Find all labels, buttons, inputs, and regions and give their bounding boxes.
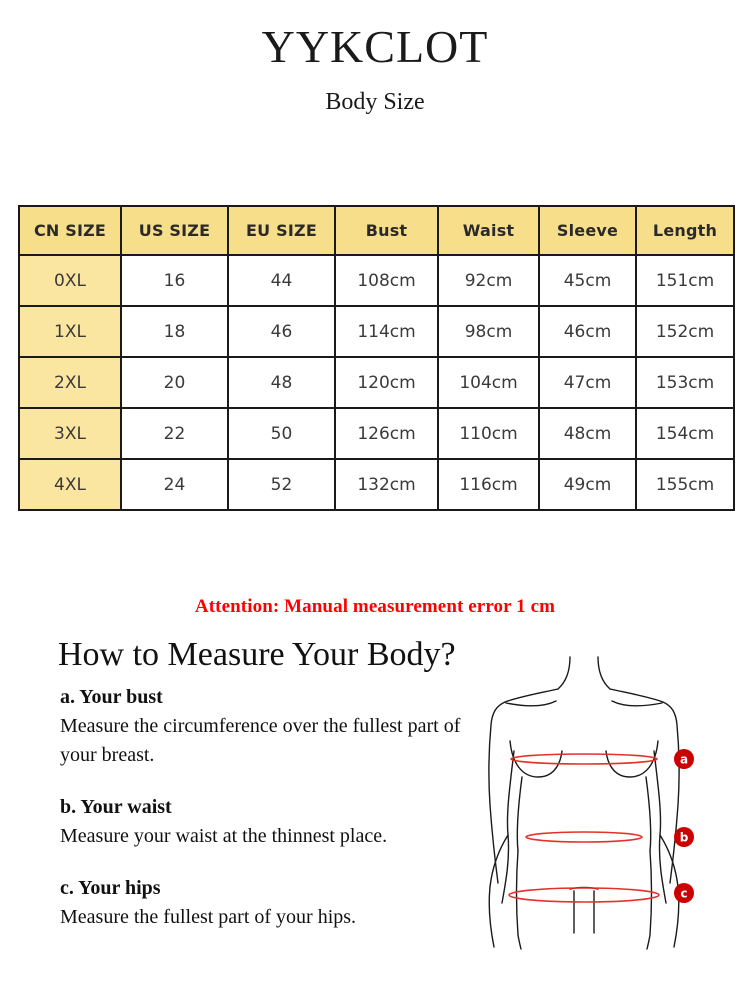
howto-heading: How to Measure Your Body? [58, 636, 456, 673]
measure-item-bust-title: a. Your bust [60, 686, 163, 708]
cell-sleeve: 46cm [539, 306, 636, 357]
cell-length: 152cm [636, 306, 734, 357]
cell-cn-size: 3XL [19, 408, 121, 459]
marker-b [674, 827, 694, 847]
cell-waist: 104cm [438, 357, 539, 408]
column-header-bust: Bust [335, 206, 438, 255]
cell-us-size: 16 [121, 255, 228, 306]
measure-item-bust [60, 683, 480, 770]
table-row [19, 357, 734, 408]
size-chart-table [18, 205, 735, 511]
column-header-waist: Waist [438, 206, 539, 255]
cell-eu-size: 50 [228, 408, 335, 459]
neck-right-line [598, 657, 610, 689]
cell-length: 155cm [636, 459, 734, 510]
cell-length: 153cm [636, 357, 734, 408]
table-row [19, 408, 734, 459]
cell-length: 151cm [636, 255, 734, 306]
table-header-row [19, 206, 734, 255]
measure-item-hips [60, 874, 356, 932]
column-header-us-size: US SIZE [121, 206, 228, 255]
marker-c-label: c [680, 886, 688, 901]
cell-sleeve: 49cm [539, 459, 636, 510]
cell-us-size: 22 [121, 408, 228, 459]
cell-us-size: 20 [121, 357, 228, 408]
bust-measure-ellipse [511, 754, 657, 764]
measure-item-hips-desc: Measure the fullest part of your hips. [60, 906, 357, 928]
measure-item-waist-desc: Measure your waist at the thinnest place. [60, 825, 388, 847]
cell-sleeve: 48cm [539, 408, 636, 459]
measure-item-waist [60, 793, 387, 851]
body-measurement-diagram [470, 655, 750, 975]
cell-sleeve: 47cm [539, 357, 636, 408]
column-header-cn-size: CN SIZE [19, 206, 121, 255]
table-row [19, 306, 734, 357]
cell-eu-size: 52 [228, 459, 335, 510]
cell-us-size: 18 [121, 306, 228, 357]
cell-waist: 92cm [438, 255, 539, 306]
hips-measure-ellipse [509, 888, 659, 902]
attention-notice: Attention: Manual measurement error 1 cm [194, 596, 556, 617]
marker-a [674, 749, 694, 769]
measure-item-waist-title: b. Your waist [60, 796, 172, 818]
cell-us-size: 24 [121, 459, 228, 510]
cell-cn-size: 4XL [19, 459, 121, 510]
cell-eu-size: 44 [228, 255, 335, 306]
cell-bust: 114cm [335, 306, 438, 357]
page-title: YYKCLOT [261, 21, 489, 72]
waist-measure-ellipse [526, 832, 642, 842]
cell-waist: 110cm [438, 408, 539, 459]
table-row [19, 459, 734, 510]
cell-cn-size: 1XL [19, 306, 121, 357]
cell-bust: 108cm [335, 255, 438, 306]
column-header-sleeve: Sleeve [539, 206, 636, 255]
cell-eu-size: 48 [228, 357, 335, 408]
marker-a-label: a [679, 752, 689, 767]
column-header-eu-size: EU SIZE [228, 206, 335, 255]
cell-waist: 116cm [438, 459, 539, 510]
female-torso-illustration [470, 655, 750, 975]
measure-item-bust-desc: Measure the circumference over the fullest part of your breast. [60, 715, 461, 766]
marker-c [674, 883, 694, 903]
cell-bust: 132cm [335, 459, 438, 510]
page-subtitle: Body Size [325, 89, 425, 115]
size-chart-table-container [18, 205, 733, 511]
cell-bust: 126cm [335, 408, 438, 459]
table-row [19, 255, 734, 306]
measure-item-hips-title: c. Your hips [60, 877, 161, 899]
cell-sleeve: 45cm [539, 255, 636, 306]
cell-cn-size: 0XL [19, 255, 121, 306]
cell-waist: 98cm [438, 306, 539, 357]
neck-left-line [558, 657, 570, 689]
cell-cn-size: 2XL [19, 357, 121, 408]
cell-eu-size: 46 [228, 306, 335, 357]
cell-bust: 120cm [335, 357, 438, 408]
marker-b-label: b [679, 830, 689, 845]
column-header-length: Length [636, 206, 734, 255]
cell-length: 154cm [636, 408, 734, 459]
